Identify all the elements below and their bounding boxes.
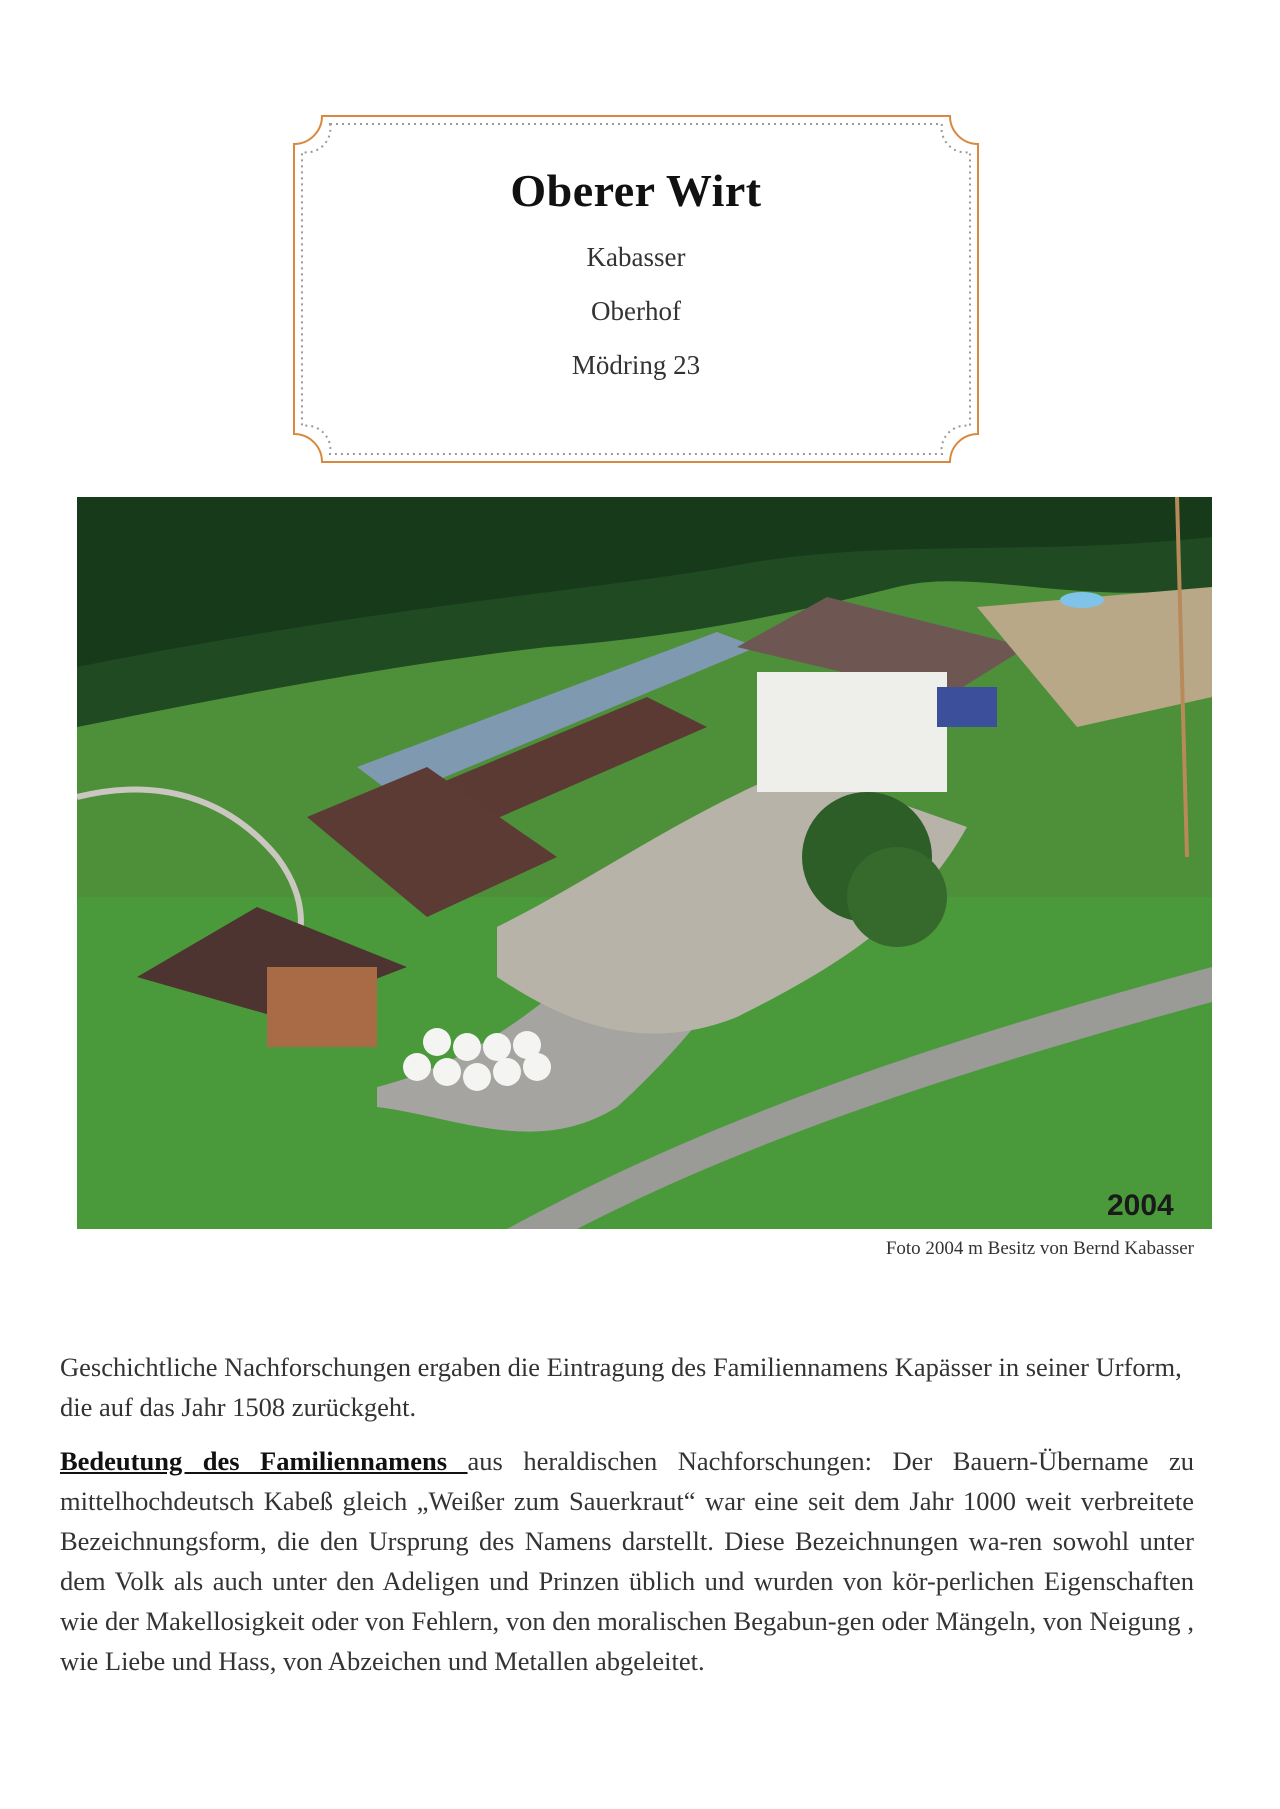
title-frame <box>292 114 980 464</box>
family-name: Kabasser <box>586 242 686 272</box>
photo-year-mark: 2004 <box>1107 1189 1174 1222</box>
farm-name: Oberhof <box>591 296 681 326</box>
address: Mödring 23 <box>571 350 701 380</box>
meaning-paragraph <box>60 1441 1194 1681</box>
page-title: Oberer Wirt <box>510 165 762 216</box>
history-paragraph: Geschichtliche Nachforschungen ergaben die Eintragung des Familiennamens Kapässer in seiner Urform, die auf das Jahr 1508 zurückgeht. <box>60 1352 1182 1422</box>
aerial-farm-photo <box>77 497 1212 1229</box>
meaning-heading: Bedeutung des Familiennamens <box>60 1446 468 1476</box>
meaning-text: aus heraldischen Nachforschungen: Der Bauern-Übername zu mittelhochdeutsch Kabeß gleich „Weißer zum Sauerkraut“ war eine seit dem Jahr 1000 weit verbreitete Bezeichnungsform, die den Ursprung des Namens darstellt. Diese Bezeichnungen wa-ren sowohl unter dem Volk als auch unter den Adeligen und Prinzen üblich und wurden von kör-perlichen Eigenschaften wie der Makellosigkeit oder von Fehlern, von den moralischen Begabun-gen oder Mängeln, von Neigung , wie Liebe und Hass, von Abzeichen und Metallen abgeleitet. <box>60 1446 1194 1676</box>
photo-caption: Foto 2004 m Besitz von Bernd Kabasser <box>885 1238 1194 1259</box>
